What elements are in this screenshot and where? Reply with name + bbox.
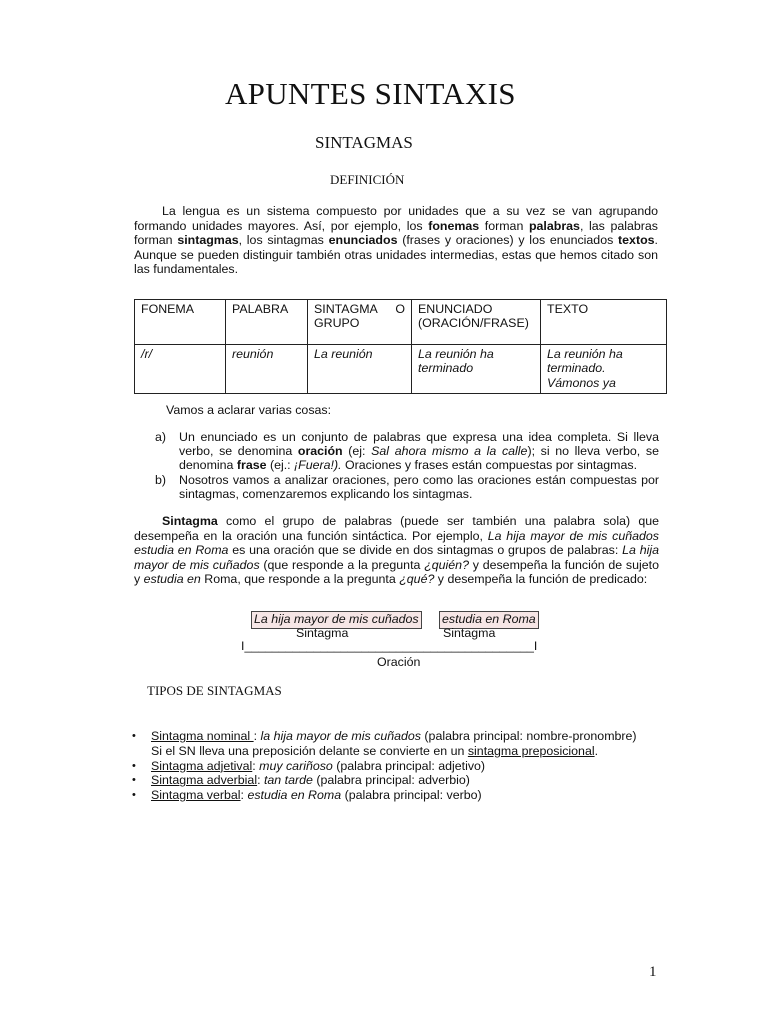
sintagma-label: Sintagma xyxy=(296,626,349,640)
list-item xyxy=(155,473,659,501)
list-item xyxy=(132,773,672,788)
list-item-text: Sintagma nominal : la hija mayor de mis cuñados (palabra principal: nombre-pronombre) xyxy=(151,729,637,743)
table-header-row xyxy=(135,300,667,345)
list-item-text: Sintagma verbal: estudia en Roma (palabra principal: verbo) xyxy=(151,788,482,803)
table-header-cell: ENUNCIADO (ORACIÓN/FRASE) xyxy=(412,300,541,345)
vamos-line: Vamos a aclarar varias cosas: xyxy=(166,403,332,417)
list-item-text: Un enunciado es un conjunto de palabras que expresa una idea completa. Si lleva verbo, se denomina oración (ej: Sal ahora mismo a la calle); si no lleva verbo, se denomina frase (ej.: ¡Fuera!). Oraciones y frases están compuestas por sintagmas. xyxy=(179,430,659,473)
oracion-label: Oración xyxy=(377,655,421,669)
sintagma-paragraph: Sintagma como el grupo de palabras (puede ser también una palabra sola) que desempeña en la oración una función sintáctica. Por ejemplo, La hija mayor de mis cuñados estudia en Roma es una oración que se divide en dos sintagmas o grupos de palabras: La hija mayor de mis cuñados (que responde a la pregunta ¿quién? y desempeña la función de sujeto y estudia en Roma, que responde a la pregunta ¿qué? y desempeña la función de predicado: xyxy=(134,514,660,587)
table-cell: La reunión ha terminado xyxy=(412,345,541,394)
table-cell: reunión xyxy=(226,345,308,394)
page-subtitle: SINTAGMAS xyxy=(315,133,413,152)
list-item-note xyxy=(132,744,672,759)
list-item-text: Sintagma adverbial: tan tarde (palabra principal: adverbio) xyxy=(151,773,470,788)
sn-note-text: Si el SN lleva una preposición delante se convierte en un sintagma preposicional. xyxy=(151,743,599,758)
table-cell: /r/ xyxy=(135,345,226,394)
bullet-list xyxy=(132,729,672,803)
list-marker: a) xyxy=(155,430,167,444)
list-item xyxy=(132,759,672,774)
intro-paragraph: La lengua es un sistema compuesto por unidades que a su vez se van agrupando formando unidades mayores. Así, por ejemplo, los fonemas forman palabras, las palabras forman sintagmas, los sintagmas enunciados (frases y oraciones) y los enunciados textos. Aunque se pueden distinguir también otras unidades intermedias, estas que hemos citado son las fundamentales. xyxy=(134,204,658,277)
table-header-cell: FONEMA xyxy=(135,300,226,345)
list-item xyxy=(155,430,659,473)
bullet-icon: • xyxy=(132,774,136,787)
bullet-icon: • xyxy=(132,730,136,742)
page-number: 1 xyxy=(649,964,657,980)
section-heading-tipos: TIPOS DE SINTAGMAS xyxy=(147,683,282,698)
table-cell: La reunión xyxy=(308,345,412,394)
list-item-text: Sintagma adjetival: muy cariñoso (palabra principal: adjetivo) xyxy=(151,758,486,773)
table-cell: La reunión ha terminado. Vámonos ya xyxy=(541,345,667,394)
page-title: APUNTES SINTAXIS xyxy=(225,76,516,111)
list-item-text: Nosotros vamos a analizar oraciones, pero como las oraciones están compuestas por sintagmas, comenzaremos explicando los sintagmas. xyxy=(179,472,659,501)
table-header-cell: SINTAGMA O GRUPO xyxy=(308,300,412,345)
predicate-phrase-box: estudia en Roma xyxy=(439,611,539,629)
table-header-cell: PALABRA xyxy=(226,300,308,345)
list-item xyxy=(132,729,672,744)
section-heading-definicion: DEFINICIÓN xyxy=(330,172,405,187)
subject-phrase-box: La hija mayor de mis cuñados xyxy=(251,611,422,629)
units-table xyxy=(134,299,667,394)
ordered-list xyxy=(155,430,659,501)
sintagma-label: Sintagma xyxy=(443,626,496,640)
table-row xyxy=(135,345,667,394)
oracion-bracket: I__________________________________________I xyxy=(241,639,538,653)
bullet-icon: • xyxy=(132,759,136,772)
bullet-icon: • xyxy=(132,789,136,802)
list-item xyxy=(132,788,672,803)
table-header-cell: TEXTO xyxy=(541,300,667,345)
list-marker: b) xyxy=(155,472,167,487)
